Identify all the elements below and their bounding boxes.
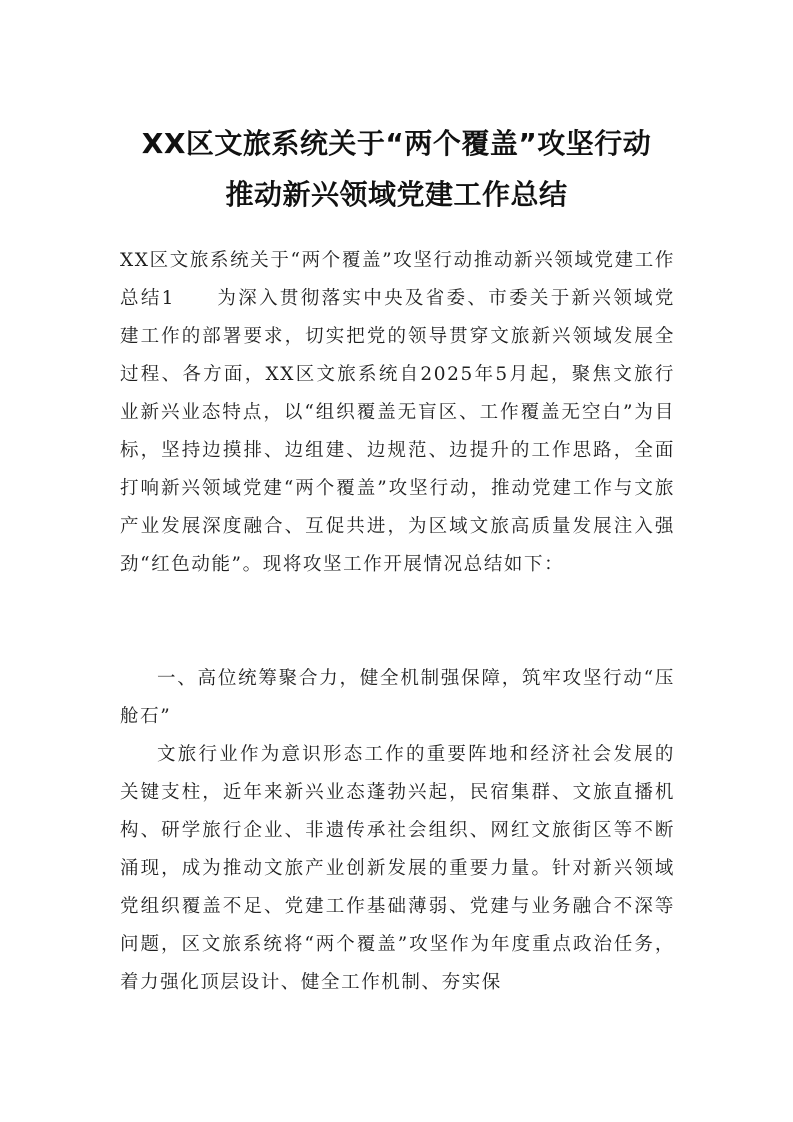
intro-paragraph: XX区文旅系统关于“两个覆盖”攻坚行动推动新兴领域党建工作总结1 为深入贯彻落实中央及省委、市委关于新兴领域党建工作的部署要求，切实把党的领导贯穿文旅新兴领域发展全过程、各方面，XX区文旅系统自2025年5月起，聚焦文旅行业新兴业态特点，以“组织覆盖无盲区、工作覆盖无空白”为目标，坚持边摸排、边组建、边规范、边提升的工作思路，全面打响新兴领域党建“两个覆盖”攻坚行动，推动党建工作与文旅产业发展深度融合、互促共进，为区域文旅高质量发展注入强劲“红色动能”。现将攻坚工作开展情况总结如下： bbox=[120, 250, 675, 575]
section-1-paragraph: 文旅行业作为意识形态工作的重要阵地和经济社会发展的关键支柱，近年来新兴业态蓬勃兴起，民宿集群、文旅直播机构、研学旅行企业、非遗传承社会组织、网红文旅街区等不断涌现，成为推动文旅产业创新发展的重要力量。针对新兴领域党组织覆盖不足、党建工作基础薄弱、党建与业务融合不深等问题，区文旅系统将“两个覆盖”攻坚作为年度重点政治任务，着力强化顶层设计、健全工作机制、夯实保 bbox=[120, 744, 675, 993]
document-title-line-2: 推动新兴领域党建工作总结 bbox=[225, 178, 568, 211]
document-title-line-1: XX区文旅系统关于“两个覆盖”攻坚行动 bbox=[141, 127, 652, 160]
section-1-heading: 一、高位统筹聚合力，健全机制强保障，筑牢攻坚行动“压舱石” bbox=[120, 668, 675, 727]
